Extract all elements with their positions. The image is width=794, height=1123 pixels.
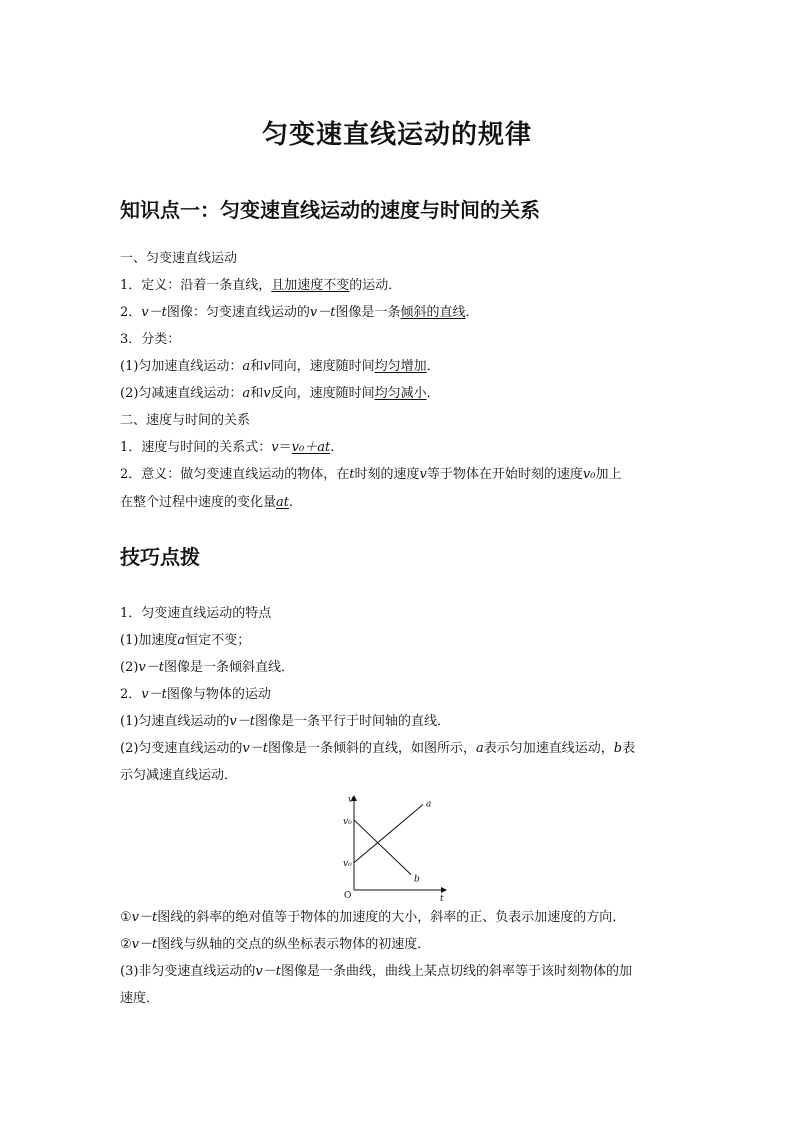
text: 在整个过程中速度的变化量 bbox=[120, 495, 277, 510]
tip-2 bbox=[120, 686, 680, 703]
decel-line bbox=[120, 385, 680, 402]
series-label-a: a bbox=[426, 799, 432, 810]
text: (1)匀加速直线运动： bbox=[120, 359, 243, 374]
text: 的运动． bbox=[349, 278, 402, 293]
series-label-b: b bbox=[414, 874, 420, 885]
text: (1)匀速直线运动的 bbox=[120, 714, 230, 729]
y-tick-label: v₀ bbox=[343, 817, 352, 827]
symbol-vt: v－t bbox=[255, 964, 281, 979]
symbol-b: b bbox=[613, 741, 623, 756]
text: 图线与纵轴的交点的纵坐标表示物体的初速度． bbox=[157, 937, 431, 952]
underlined-answer: 均匀增加 bbox=[374, 359, 427, 374]
accel-line bbox=[120, 358, 680, 375]
symbol-vt: v－t bbox=[131, 937, 158, 952]
underlined-answer: 且加速度不变 bbox=[271, 278, 350, 293]
text: 恒定不变； bbox=[185, 633, 251, 648]
text: (2)匀变速直线运动的 bbox=[120, 741, 243, 756]
text: (3)非匀变速直线运动的 bbox=[120, 964, 256, 979]
series-line-b bbox=[354, 820, 411, 875]
symbol-vt: v－t bbox=[141, 305, 167, 320]
text: 2． bbox=[120, 687, 142, 702]
text: . bbox=[330, 440, 335, 455]
meaning-line-2 bbox=[120, 494, 680, 511]
underlined-formula: v₀＋at bbox=[291, 440, 331, 455]
section1-heading: 知识点一：匀变速直线运动的速度与时间的关系 bbox=[120, 198, 540, 222]
symbol-vt: v－t bbox=[242, 741, 268, 756]
symbol-v: v bbox=[419, 467, 427, 482]
tip-2-2-line-2: 示匀减速直线运动． bbox=[120, 768, 238, 783]
text: 同向，速度随时间 bbox=[270, 359, 375, 374]
text: 图像：匀变速直线运动的 bbox=[166, 305, 310, 320]
sub-heading-2: 二、速度与时间的关系 bbox=[120, 413, 251, 428]
y-tick-label: v₀ bbox=[343, 859, 352, 869]
tip-2-2-line-1 bbox=[120, 740, 680, 757]
text: 时刻的速度 bbox=[354, 467, 420, 482]
symbol-a: a bbox=[242, 386, 251, 401]
tip-2-2-point-1 bbox=[120, 909, 680, 926]
text: 2．意义：做匀变速直线运动的物体，在 bbox=[120, 467, 350, 482]
symbol-vt: v－t bbox=[141, 687, 167, 702]
tip-2-1 bbox=[120, 713, 680, 730]
text: ② bbox=[120, 937, 132, 952]
tip-2-2-point-2 bbox=[120, 936, 680, 953]
origin-label: O bbox=[344, 891, 352, 901]
symbol-a: a bbox=[242, 359, 251, 374]
symbol-vt: v－t bbox=[131, 910, 158, 925]
text: 反向，速度随时间 bbox=[270, 386, 375, 401]
tip-1-1 bbox=[120, 632, 680, 649]
symbol-vt: v－t bbox=[309, 305, 336, 320]
series-layer bbox=[354, 800, 431, 885]
meaning-line-1 bbox=[120, 466, 680, 483]
text: 图像是一条曲线，曲线上某点切线的斜率等于该时刻物体的加 bbox=[281, 964, 633, 979]
y-axis-label: v bbox=[348, 795, 354, 805]
text: 和 bbox=[250, 359, 264, 374]
text: 和 bbox=[250, 386, 264, 401]
text: (2)匀减速直线运动： bbox=[120, 386, 243, 401]
definition-line bbox=[120, 277, 680, 294]
symbol-v: v bbox=[263, 386, 271, 401]
symbol-vt: v－t bbox=[229, 714, 255, 729]
text: 加上 bbox=[595, 467, 622, 482]
text: 1．定义：沿着一条直线， bbox=[120, 278, 272, 293]
text: . bbox=[289, 495, 294, 510]
text: 表 bbox=[622, 741, 636, 756]
tip-2-3-line-2: 速度． bbox=[120, 991, 160, 1006]
text: 表示匀加速直线运动， bbox=[483, 741, 614, 756]
text: 图像是一条倾斜直线． bbox=[164, 660, 295, 675]
formula-line bbox=[120, 439, 680, 456]
text: 图像与物体的运动 bbox=[166, 687, 271, 702]
underlined-answer: at bbox=[276, 495, 289, 510]
text: 等于物体在开始时刻的速度 bbox=[426, 467, 583, 482]
text: ① bbox=[120, 910, 132, 925]
vt-chart bbox=[334, 790, 454, 902]
x-axis-label: t bbox=[440, 894, 444, 902]
text: 图像是一条 bbox=[335, 305, 401, 320]
text: 2． bbox=[120, 305, 142, 320]
section2-heading: 技巧点拨 bbox=[120, 545, 200, 569]
symbol-a: a bbox=[177, 633, 186, 648]
symbol-t: t bbox=[349, 467, 355, 482]
sub-heading-1: 一、匀变速直线运动 bbox=[120, 251, 238, 266]
text: ． bbox=[426, 386, 440, 401]
text: 图像是一条平行于时间轴的直线． bbox=[255, 714, 451, 729]
tip-1: 1．匀变速直线运动的特点 bbox=[120, 606, 272, 621]
symbol-v: v bbox=[263, 359, 271, 374]
tip-2-3-line-1 bbox=[120, 963, 680, 980]
series-line-a bbox=[354, 805, 423, 863]
text: (2) bbox=[120, 660, 139, 675]
text: ． bbox=[426, 359, 440, 374]
text: 图线的斜率的绝对值等于物体的加速度的大小，斜率的正、负表示加速度的方向． bbox=[157, 910, 626, 925]
symbol-v: v bbox=[271, 440, 279, 455]
underlined-answer: 均匀减小 bbox=[374, 386, 427, 401]
text: (1)加速度 bbox=[120, 633, 178, 648]
text: ． bbox=[465, 305, 479, 320]
text: ＝ bbox=[278, 440, 292, 455]
underlined-answer: 倾斜的直线 bbox=[400, 305, 466, 320]
symbol-a: a bbox=[476, 741, 484, 756]
tip-1-2 bbox=[120, 659, 680, 676]
classification-line: 3．分类： bbox=[120, 332, 181, 347]
vt-graph-line bbox=[120, 304, 680, 321]
page-title: 匀变速直线运动的规律 bbox=[261, 120, 532, 150]
text: 1．速度与时间的关系式： bbox=[120, 440, 272, 455]
symbol-vt: v－t bbox=[138, 660, 164, 675]
symbol-v0: v₀ bbox=[582, 467, 596, 482]
text: 图像是一条倾斜的直线，如图所示， bbox=[268, 741, 477, 756]
